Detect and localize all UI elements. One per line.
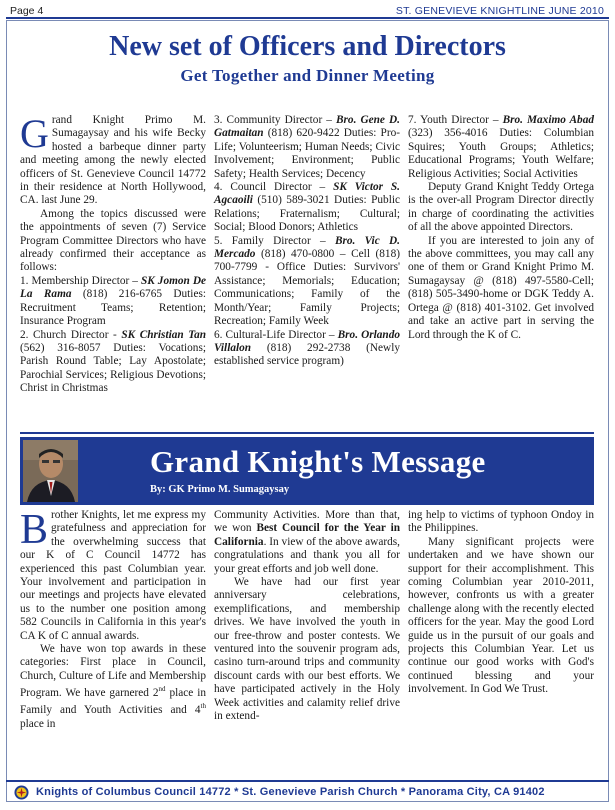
grand-knight-banner [20,437,594,505]
article1-subtitle: Get Together and Dinner Meeting [180,66,435,85]
director-item-7: 7. Youth Director – Bro. Maximo Abad (323) 356-4016 Duties: Columbian Squires; Youth Groups; Athletics; Educational Programs; Youth Welfare; Religious Activities; Social Activities [408,114,594,180]
article1-paragraph-3: Deputy Grand Knight Teddy Ortega is the over-all Program Director directly in charge of coordinating the activities of all the above appointed Directors. [408,181,594,234]
article2-paragraph-4: We have had our first year anniversary celebrations, exemplifications, and membership drives. We have involved the youth in our free-throw and poster contests. We ventured into the souvenir program ads, casino turn-around trips and community discount cards with our best efforts. We have participated actively in the Holy Week activities and calamity relief drive in extend- [214,576,400,723]
director-item-4: 4. Council Director – SK Victor S. Agcaoili (510) 589-3021 Duties: Public Relations; Fraternalism; Cultural; Social; Blood Donors; Athletics [214,181,400,234]
section-divider [20,432,594,434]
article1-column-1 [20,111,207,396]
article2-paragraph-2: We have won top awards in these categories: First place in Council, Church, Culture of Life and Membership Program. We have garnered 2nd place in Family and Youth Activities and 4th place in [20,643,206,730]
article2-paragraph-6: Many significant projects were undertaken and we have shown our support for their accomplishment. This coming Columbian year 2010-2011, however, confronts us with a greater challenge along with the recently elected officers for the year. May the good Lord guide us in the pursuit of our goals and projects this Columbian Year. Let us continue our good works with God's continued blessing and your involvement. In God We Trust. [408,535,594,696]
director-item-2: 2. Church Director - SK Christian Tan (562) 316-8057 Duties: Vocations; Parish Round Table; Lay Apostolate; Parochial Services; Religious Devotions; Christ in Christmas [20,328,206,395]
director-item-5: 5. Family Director – Bro. Vic D. Mercado (818) 470-0800 – Cell (818) 700-7799 - Office Duties: Survivors' Assistance; Memorials; Education; Communications; Family of the Month/Year; Family Projects; Recreation; Family Week [214,234,400,328]
article1-title: New set of Officers and Directors [109,31,506,62]
article2-column-2 [214,509,400,724]
page-footer [6,780,609,802]
footer-text: Knights of Columbus Council 14772 * St. Genevieve Parish Church * Panorama City, CA 91402 [36,786,545,798]
article2-paragraph-3: Community Activities. More than that, we won Best Council for the Year in California. In view of the above awards, congratulations and thank you all for your great efforts and job well done. [214,509,400,575]
article2-column-3 [408,509,594,697]
article2-title: Grand Knight's Message [150,444,486,479]
article2-byline: By: GK Primo M. Sumagaysay [150,484,290,495]
grand-knight-photo [23,440,78,502]
article2-paragraph-1: rother Knights, let me express my gratefulness and appreciation for the overwhelming success that our K of C Council 14772 has experienced this past Columbian year. Your involvement and participation in our meetings and projects have elevated us to the number one position among 582 Councils in California in this year's CA K of C annual awards. [20,509,206,642]
article1-paragraph-1: rand Knight Primo M. Sumagaysay and his wife Becky hosted a barbeque dinner party and meeting among the newly elected officers of St. Genevieve Council 14772 in their residence at North Hollywood, CA. last June 29. [20,114,206,207]
dropcap-g: G [20,111,49,156]
director-item-3: 3. Community Director – Bro. Gene D. Gatmaitan (818) 620-9422 Duties: Pro-Life; Volunteerism; Human Needs; Civic Involvement; Environment; Public Safety; Health Services; Decency [214,114,400,180]
article1-paragraph-4: If you are interested to join any of the above committees, you may call any one of them or Grand Knight Primo M. Sumagaysay @ (818) 497-5580-Cell; (818) 505-3490-home or DGK Teddy A. Ortega @ (818) 401-3102. Get involved and take an active part in serving the Lord through the K of C. [408,234,594,341]
page-number: Page 4 [10,5,44,17]
director-item-6: 6. Cultural-Life Director – Bro. Orlando Villalon (818) 292-2738 (Newly established service program) [214,328,400,368]
article1-column-2 [214,114,400,369]
knights-of-columbus-emblem-icon [14,785,29,800]
article2-column-1 [20,509,206,731]
director-item-1: 1. Membership Director – SK Jomon De La Rama (818) 216-6765 Duties: Recruitment Teams; Retention; Insurance Program [20,274,207,328]
article1-column-3 [408,114,594,342]
article1-paragraph-2: Among the topics discussed were the appointments of seven (7) Service Program Committee Directors who have already confirmed their acceptance as follows: [20,207,206,274]
masthead: ST. GENEVIEVE KNIGHTLINE JUNE 2010 [395,5,604,17]
article2-paragraph-5: ing help to victims of typhoon Ondoy in the Philippines. [408,509,594,535]
header-rule [6,17,609,19]
dropcap-b: B [20,507,49,553]
